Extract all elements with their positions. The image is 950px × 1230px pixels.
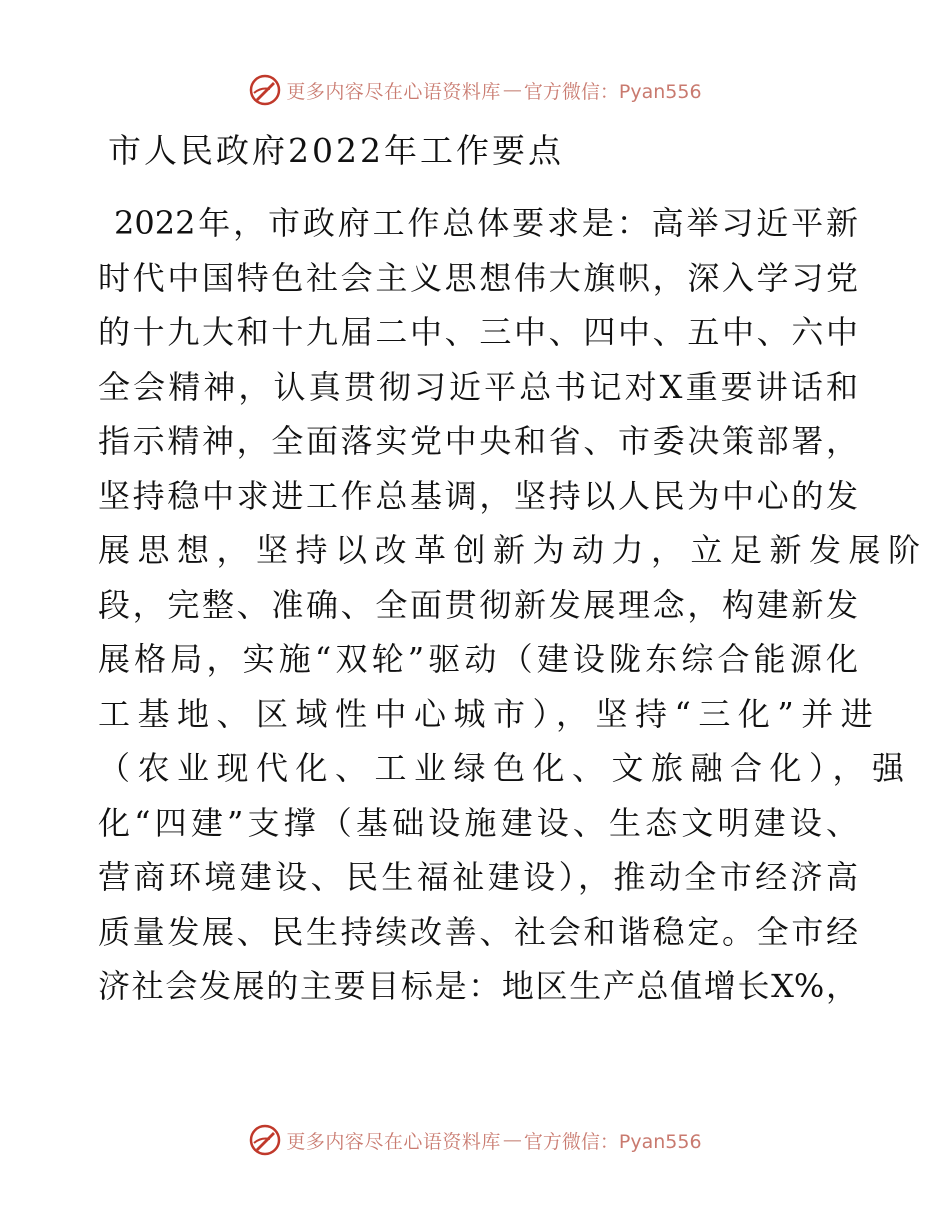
header-promo-text: 更多内容尽在心语资料库 <box>286 80 501 103</box>
header-banner <box>0 70 950 110</box>
body-line: 指示精神，全面落实党中央和省、市委决策部署， <box>98 422 858 460</box>
body-line: 段，完整、准确、全面贯彻新发展理念，构建新发 <box>98 585 858 624</box>
body-line: 济社会发展的主要目标是：地区生产总值增长X%， <box>98 967 858 1005</box>
body-line: 全会精神，认真贯彻习近平总书记对X重要讲话和 <box>98 367 858 406</box>
body-line: 2022年，市政府工作总体要求是：高举习近平新 <box>114 204 858 242</box>
body-line: 营商环境建设、民生福祉建设），推动全市经济高 <box>98 858 858 896</box>
body-line: 的十九大和十九届二中、三中、四中、五中、六中 <box>98 313 858 351</box>
header-separator: — <box>502 79 522 101</box>
body-line: 坚持稳中求进工作总基调，坚持以人民为中心的发 <box>98 476 858 515</box>
body-line: （农业现代化、工业绿色化、文旅融合化），强 <box>98 749 912 787</box>
footer-separator: — <box>502 1129 522 1151</box>
footer-contact-text: 官方微信：Pyan556 <box>523 1130 702 1153</box>
header-contact-text: 官方微信：Pyan556 <box>523 80 702 103</box>
body-line: 化“四建”支撑（基础设施建设、生态文明建设、 <box>98 803 858 842</box>
body-line: 展思想，坚持以改革创新为动力，立足新发展阶 <box>98 531 928 569</box>
body-line: 工基地、区域性中心城市），坚持“三化”并进 <box>98 694 881 733</box>
document-title: 市人民政府2022年工作要点 <box>108 131 564 170</box>
quill-logo-icon <box>248 1123 282 1157</box>
quill-logo-icon <box>248 73 282 107</box>
body-line: 展格局，实施“双轮”驱动（建设陇东综合能源化 <box>98 640 858 678</box>
body-line: 时代中国特色社会主义思想伟大旗帜，深入学习党 <box>98 258 858 297</box>
body-line: 质量发展、民生持续改善、社会和谐稳定。全市经 <box>98 912 858 951</box>
document-body <box>98 196 928 1014</box>
footer-promo-text: 更多内容尽在心语资料库 <box>286 1130 501 1153</box>
footer-banner <box>0 1120 950 1160</box>
